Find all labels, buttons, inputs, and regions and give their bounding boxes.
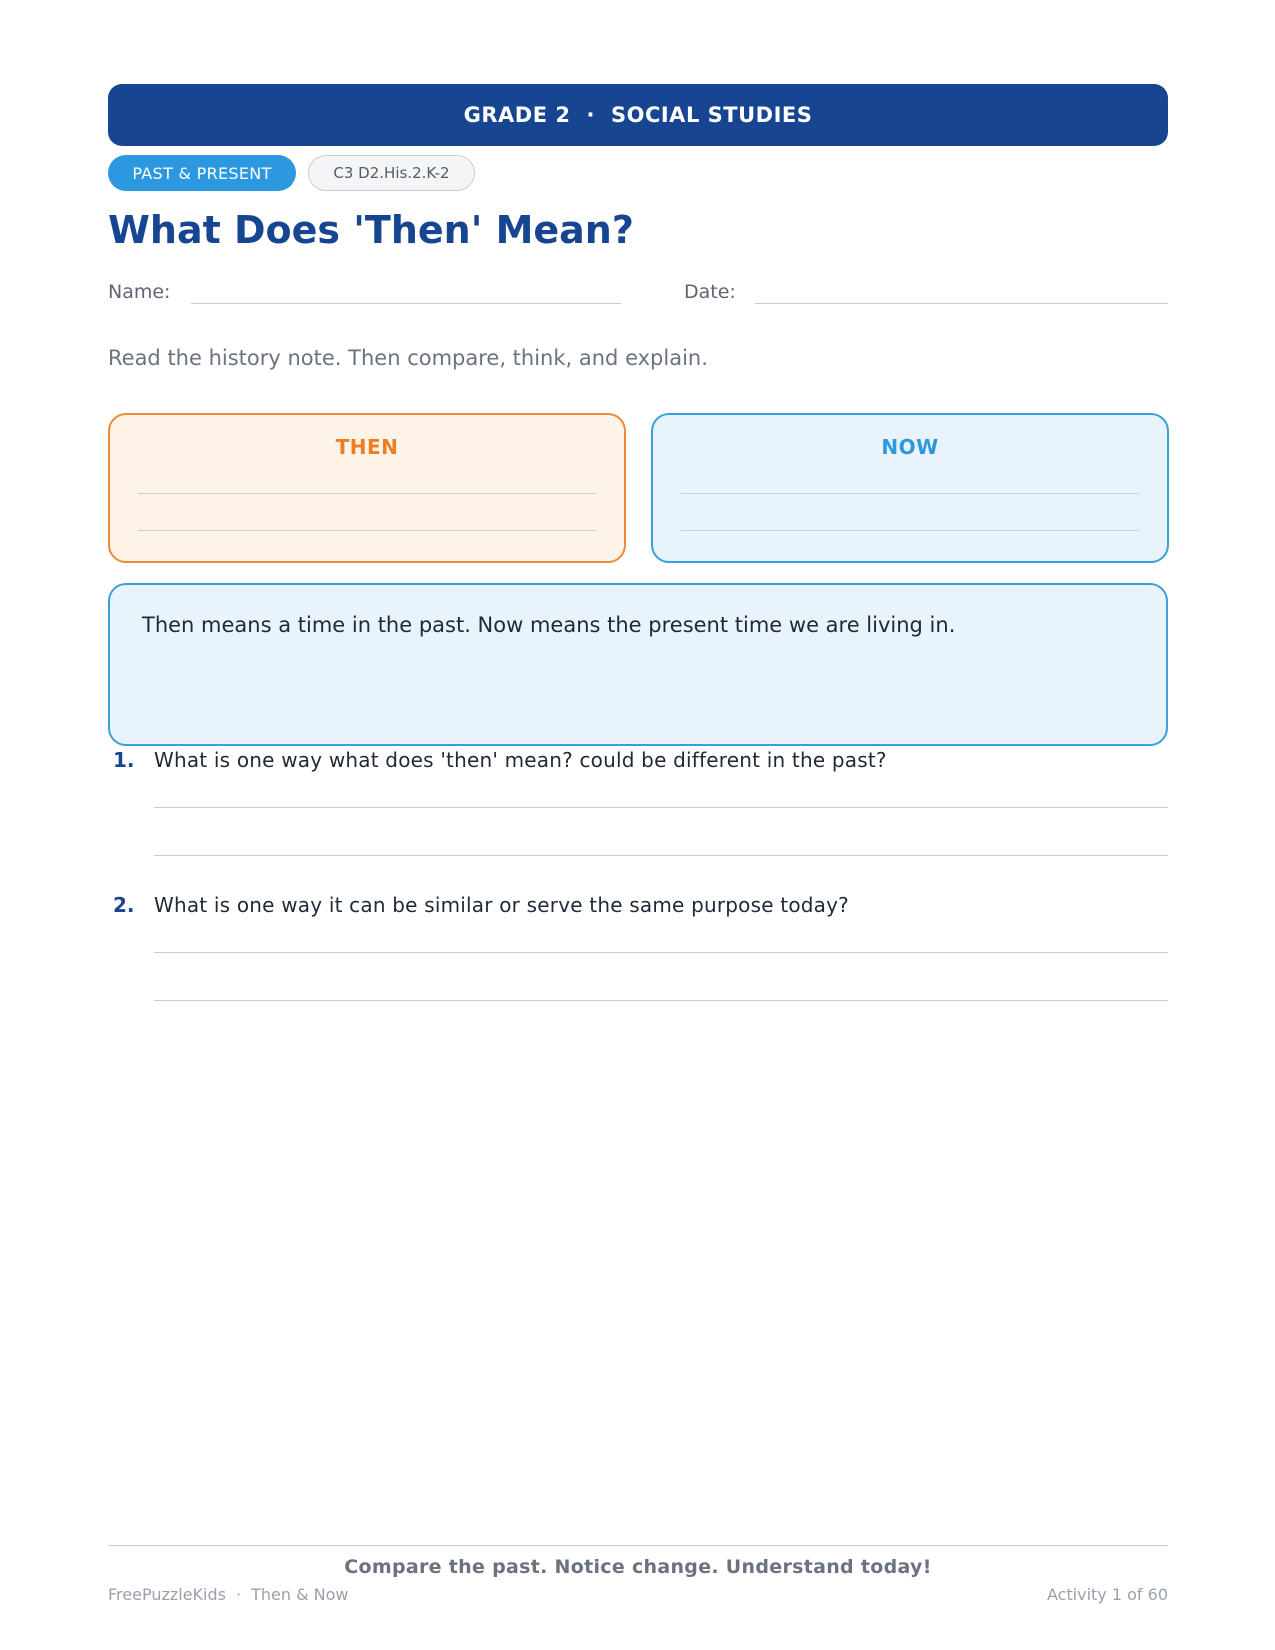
history-note bbox=[108, 583, 1168, 746]
header-banner bbox=[108, 84, 1168, 146]
activity-counter: Activity 1 of 60 bbox=[1046, 1585, 1168, 1604]
name-field[interactable] bbox=[191, 303, 621, 304]
brand-name: FreePuzzleKids bbox=[108, 1585, 226, 1604]
subject-label: SOCIAL STUDIES bbox=[610, 103, 813, 127]
then-box bbox=[108, 413, 626, 563]
history-note-text: Then means a time in the past. Now means the present time we are living in. bbox=[142, 613, 956, 637]
series-name: Then & Now bbox=[251, 1585, 349, 1604]
then-heading: THEN bbox=[335, 435, 399, 459]
footer-tagline: Compare the past. Notice change. Understand today! bbox=[344, 1556, 932, 1578]
question-2-answer-line[interactable] bbox=[154, 1000, 1168, 1001]
then-writing-line[interactable] bbox=[138, 493, 596, 494]
date-field[interactable] bbox=[755, 303, 1168, 304]
question-1-answer-line[interactable] bbox=[154, 855, 1168, 856]
date-label: Date: bbox=[684, 281, 736, 303]
now-heading: NOW bbox=[881, 435, 939, 459]
footer-brand bbox=[108, 1585, 348, 1604]
grade-label: GRADE 2 bbox=[463, 103, 571, 127]
footer-divider bbox=[108, 1545, 1168, 1546]
question-2-number: 2. bbox=[113, 893, 135, 917]
question-1-answer-line[interactable] bbox=[154, 807, 1168, 808]
question-1-number: 1. bbox=[113, 748, 135, 772]
footer-separator: · bbox=[235, 1585, 242, 1604]
question-2-answer-line[interactable] bbox=[154, 952, 1168, 953]
question-2-text: What is one way it can be similar or serve the same purpose today? bbox=[154, 893, 849, 917]
then-writing-line[interactable] bbox=[138, 530, 596, 531]
standard-tag: C3 D2.His.2.K-2 bbox=[308, 155, 475, 191]
question-1-text: What is one way what does 'then' mean? could be different in the past? bbox=[154, 748, 887, 772]
worksheet-title: What Does 'Then' Mean? bbox=[108, 208, 634, 252]
now-writing-line[interactable] bbox=[681, 493, 1139, 494]
topic-tag: PAST & PRESENT bbox=[108, 155, 296, 191]
now-box bbox=[651, 413, 1169, 563]
now-writing-line[interactable] bbox=[681, 530, 1139, 531]
instructions: Read the history note. Then compare, think, and explain. bbox=[108, 346, 708, 370]
name-label: Name: bbox=[108, 281, 171, 303]
header-separator: · bbox=[586, 103, 595, 127]
